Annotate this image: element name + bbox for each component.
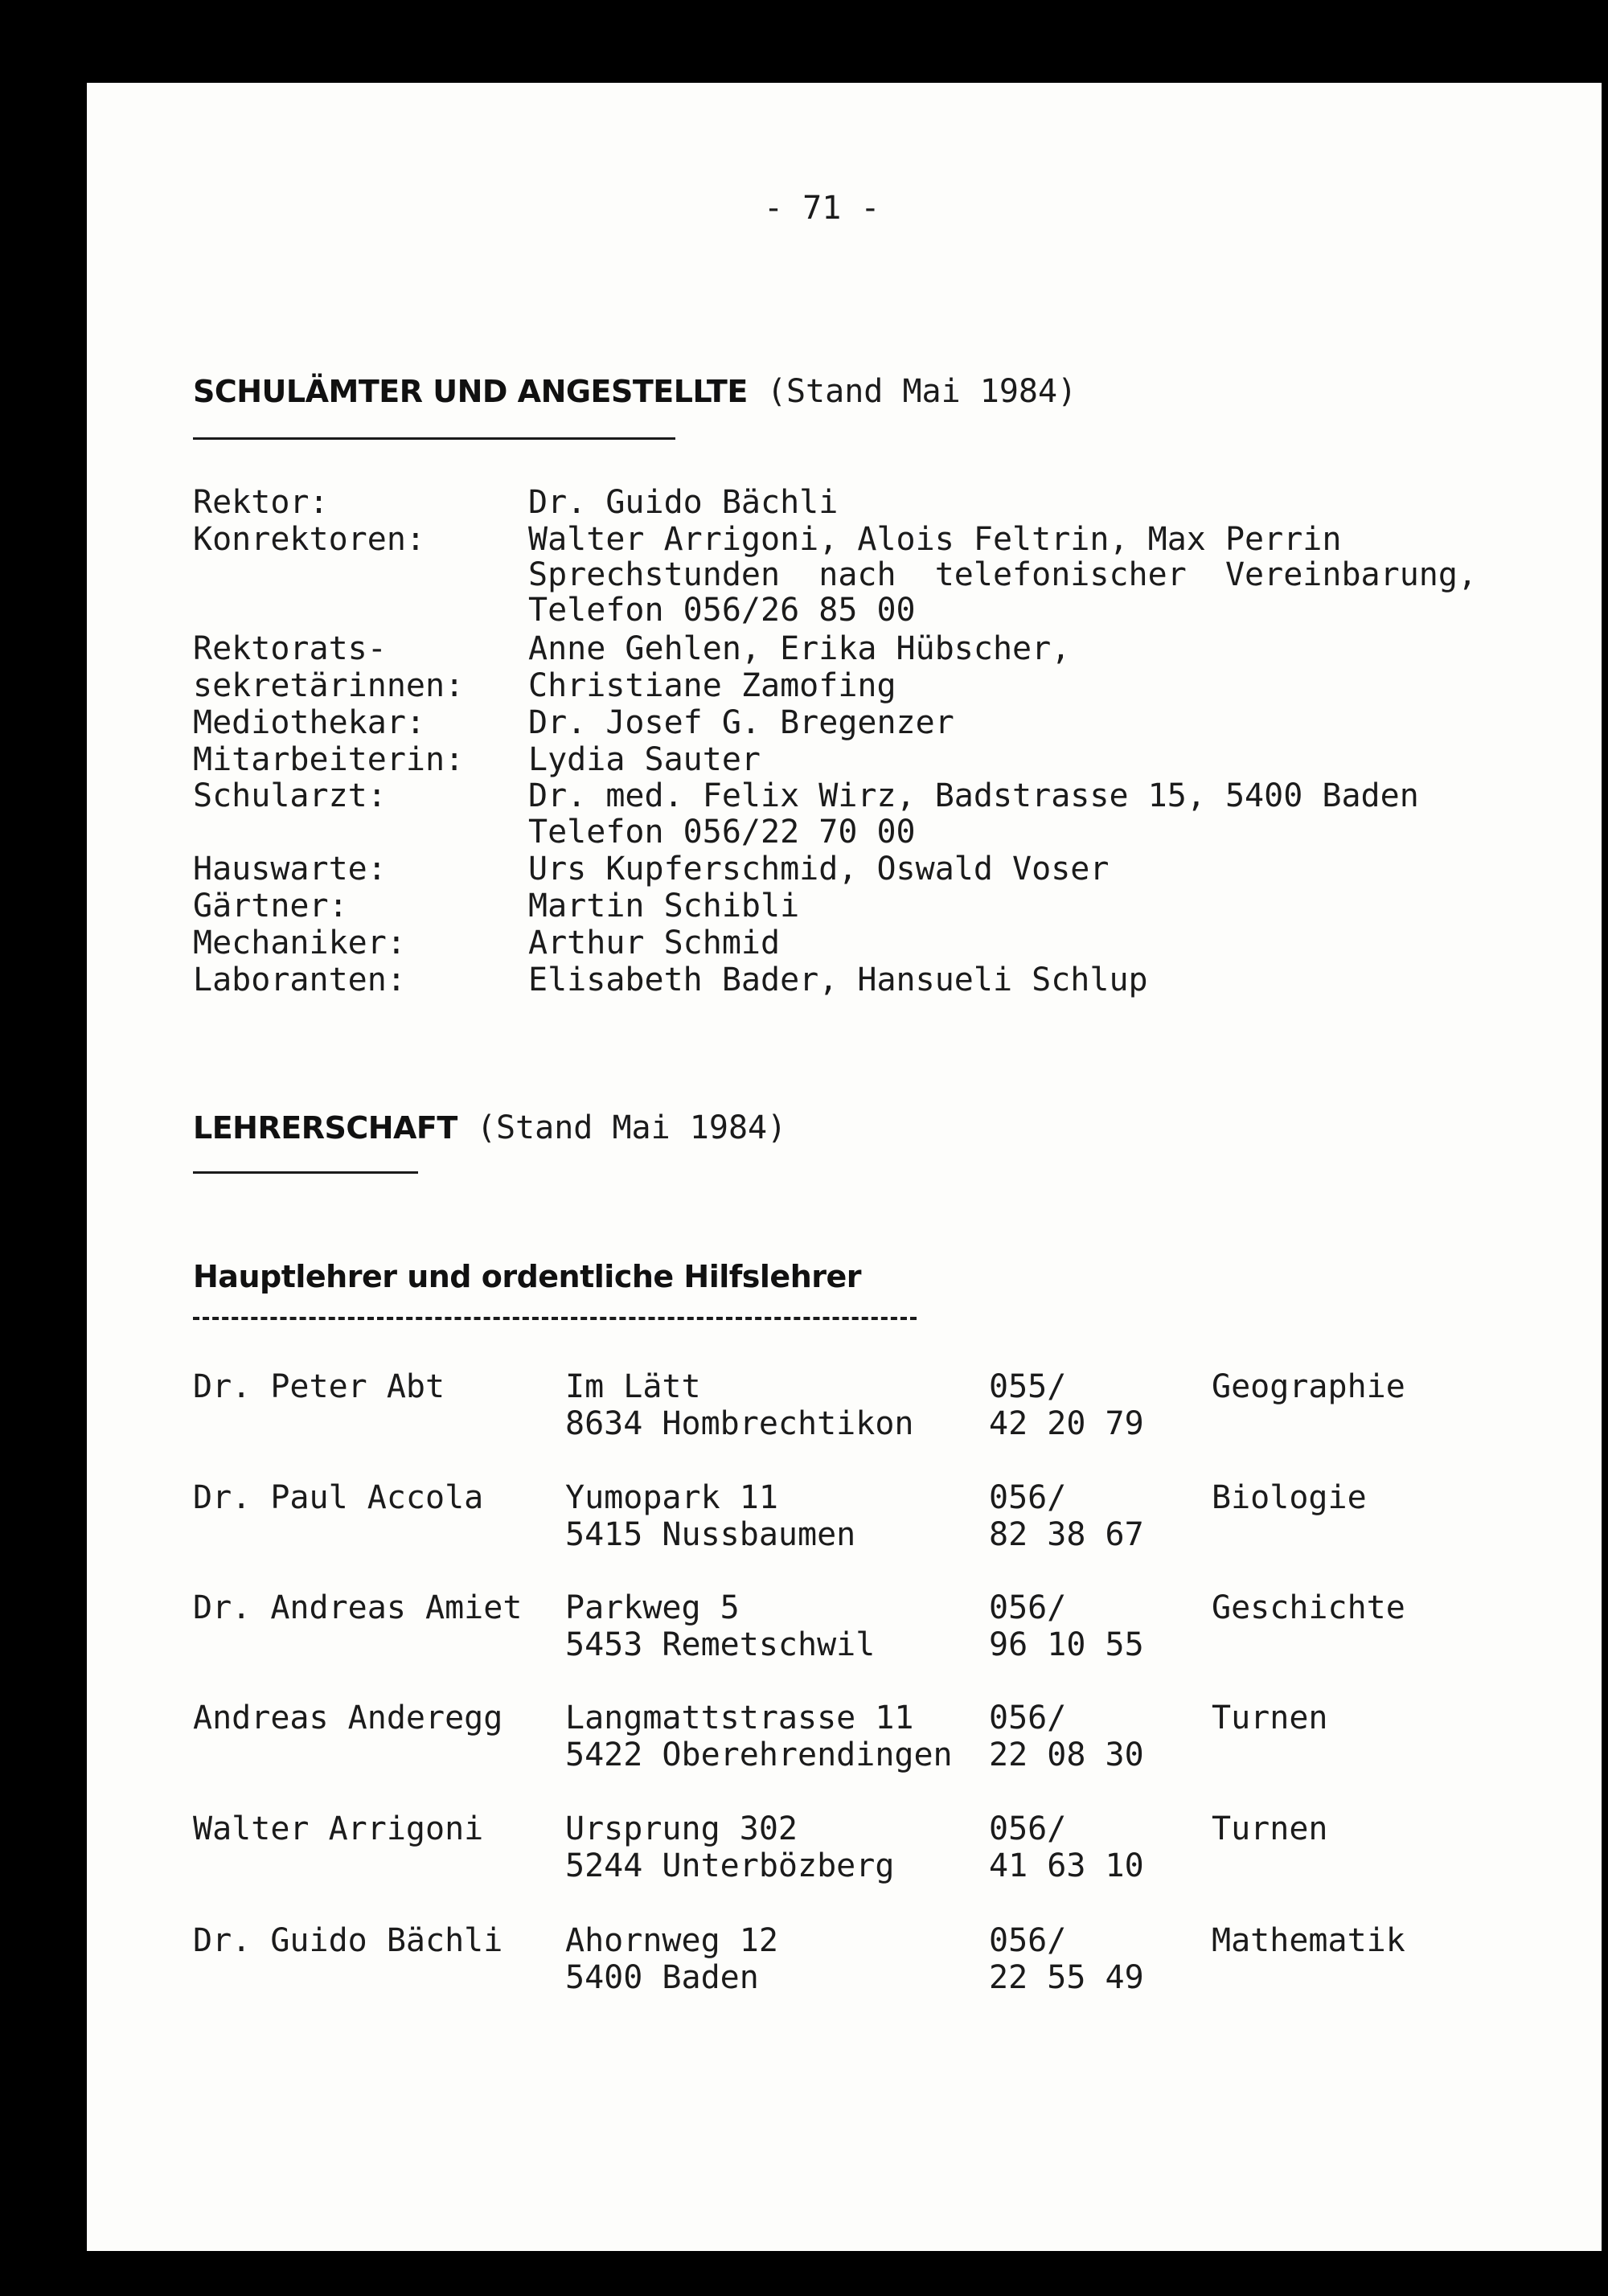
offices-heading bbox=[193, 373, 1077, 417]
offices-heading-bold: SCHULÄMTER UND ANGESTELLTE bbox=[193, 374, 748, 409]
teacher-address-line1: Langmattstrasse 11 bbox=[565, 1699, 914, 1736]
teacher-area-code: 056/ bbox=[989, 1810, 1067, 1847]
teacher-entry bbox=[193, 1922, 1463, 1999]
staff-label: Schularzt: bbox=[193, 777, 387, 814]
teacher-name: Dr. Paul Accola bbox=[193, 1479, 484, 1516]
teacher-entry bbox=[193, 1479, 1463, 1556]
teacher-address-line1: Ursprung 302 bbox=[565, 1810, 798, 1847]
staff-label: Mechaniker: bbox=[193, 925, 406, 961]
teacher-address-line2: 5244 Unterbözberg bbox=[565, 1847, 895, 1884]
teachers-heading-date: (Stand Mai 1984) bbox=[457, 1109, 787, 1146]
teacher-name: Walter Arrigoni bbox=[193, 1810, 484, 1847]
teacher-name: Dr. Peter Abt bbox=[193, 1368, 445, 1405]
page-number: - 71 - bbox=[764, 190, 880, 227]
offices-heading-date: (Stand Mai 1984) bbox=[747, 373, 1077, 410]
offices-heading-underline bbox=[193, 437, 675, 440]
teacher-entry bbox=[193, 1368, 1463, 1445]
staff-value: Dr. Josef G. Bregenzer bbox=[528, 704, 954, 741]
teacher-entry bbox=[193, 1699, 1463, 1777]
staff-label: Laboranten: bbox=[193, 961, 406, 998]
staff-value: Lydia Sauter bbox=[528, 741, 761, 778]
staff-value: Telefon 056/26 85 00 bbox=[528, 592, 916, 629]
teacher-address-line2: 8634 Hombrechtikon bbox=[565, 1405, 914, 1442]
staff-value: Sprechstunden nach telefonischer Vereinbarung, bbox=[528, 556, 1478, 593]
teacher-subject: Geographie bbox=[1212, 1368, 1405, 1405]
teacher-phone: 22 55 49 bbox=[989, 1959, 1144, 1996]
staff-label: Gärtner: bbox=[193, 888, 348, 925]
teachers-heading-bold: LEHRERSCHAFT bbox=[193, 1110, 457, 1146]
teacher-subject: Mathematik bbox=[1212, 1922, 1405, 1959]
teacher-phone: 96 10 55 bbox=[989, 1626, 1144, 1663]
teacher-address-line1: Parkweg 5 bbox=[565, 1589, 740, 1626]
teachers-subtitle-underline bbox=[193, 1317, 917, 1320]
teacher-phone: 41 63 10 bbox=[989, 1847, 1144, 1884]
staff-value: Dr. med. Felix Wirz, Badstrasse 15, 5400 Baden bbox=[528, 777, 1419, 814]
staff-label: sekretärinnen: bbox=[193, 667, 465, 704]
staff-value: Christiane Zamofing bbox=[528, 667, 896, 704]
teachers-heading-underline bbox=[193, 1171, 418, 1174]
teacher-entry bbox=[193, 1589, 1463, 1667]
teachers-heading bbox=[193, 1109, 786, 1154]
teacher-phone: 82 38 67 bbox=[989, 1516, 1144, 1553]
teacher-address-line2: 5400 Baden bbox=[565, 1959, 759, 1996]
teachers-subtitle: Hauptlehrer und ordentliche Hilfslehrer bbox=[193, 1259, 862, 1294]
staff-label: Mediothekar: bbox=[193, 704, 425, 741]
teacher-address-line1: Ahornweg 12 bbox=[565, 1922, 778, 1959]
teacher-phone: 42 20 79 bbox=[989, 1405, 1144, 1442]
staff-value: Telefon 056/22 70 00 bbox=[528, 814, 916, 851]
teacher-area-code: 056/ bbox=[989, 1922, 1067, 1959]
teacher-entry bbox=[193, 1810, 1463, 1888]
teacher-name: Dr. Andreas Amiet bbox=[193, 1589, 523, 1626]
teacher-area-code: 056/ bbox=[989, 1589, 1067, 1626]
staff-row bbox=[193, 961, 1447, 1072]
teacher-area-code: 056/ bbox=[989, 1479, 1067, 1516]
teacher-address-line1: Im Lätt bbox=[565, 1368, 701, 1405]
staff-value: Dr. Guido Bächli bbox=[528, 484, 839, 521]
staff-value: Anne Gehlen, Erika Hübscher, bbox=[528, 630, 1071, 667]
staff-value: Martin Schibli bbox=[528, 888, 800, 925]
teacher-area-code: 055/ bbox=[989, 1368, 1067, 1405]
staff-label: Hauswarte: bbox=[193, 851, 387, 888]
teacher-phone: 22 08 30 bbox=[989, 1736, 1144, 1773]
staff-value: Arthur Schmid bbox=[528, 925, 781, 961]
teacher-address-line2: 5415 Nussbaumen bbox=[565, 1516, 856, 1553]
staff-value: Walter Arrigoni, Alois Feltrin, Max Perrin bbox=[528, 521, 1342, 558]
staff-label: Mitarbeiterin: bbox=[193, 741, 465, 778]
teacher-name: Dr. Guido Bächli bbox=[193, 1922, 503, 1959]
staff-label: Konrektoren: bbox=[193, 521, 425, 558]
teacher-subject: Turnen bbox=[1212, 1810, 1328, 1847]
teacher-name: Andreas Anderegg bbox=[193, 1699, 503, 1736]
staff-value: Urs Kupferschmid, Oswald Voser bbox=[528, 851, 1110, 888]
teacher-subject: Biologie bbox=[1212, 1479, 1367, 1516]
teacher-subject: Turnen bbox=[1212, 1699, 1328, 1736]
teacher-address-line2: 5422 Oberehrendingen bbox=[565, 1736, 953, 1773]
staff-value: Elisabeth Bader, Hansueli Schlup bbox=[528, 961, 1148, 998]
teacher-address-line2: 5453 Remetschwil bbox=[565, 1626, 876, 1663]
teacher-area-code: 056/ bbox=[989, 1699, 1067, 1736]
staff-label: Rektor: bbox=[193, 484, 329, 521]
staff-label: Rektorats- bbox=[193, 630, 387, 667]
teacher-subject: Geschichte bbox=[1212, 1589, 1405, 1626]
teacher-address-line1: Yumopark 11 bbox=[565, 1479, 778, 1516]
